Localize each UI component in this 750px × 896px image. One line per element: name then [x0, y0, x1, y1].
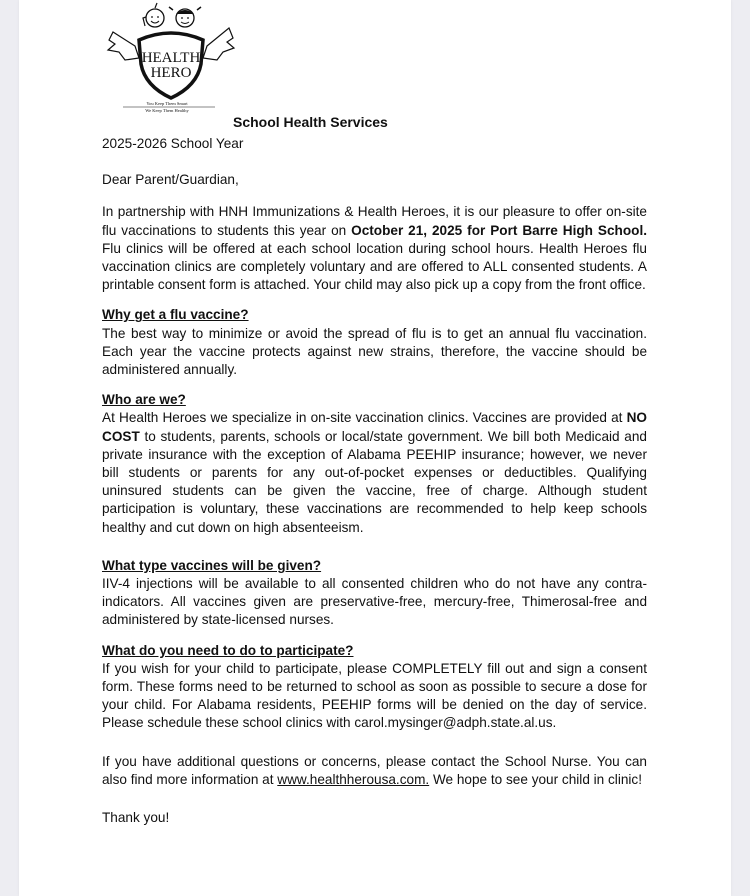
school-year: 2025-2026 School Year: [102, 136, 244, 151]
section-body-vaccines: IIV-4 injections will be available to all consented children who do not have any contra-indicators. All vaccines given are preservative-free, mercury-free, Thimerosal-free and administered by state-licensed nurses.: [102, 576, 647, 628]
intro-paragraph: [102, 203, 647, 294]
signoff: Thank you!: [102, 810, 170, 826]
closing-text-cont: We hope to see your child in clinic!: [429, 771, 642, 787]
letter-body: [102, 135, 647, 827]
no-cost-emphasis: NO COST: [102, 410, 647, 444]
closing-text: If you have additional questions or concerns, please contact the School Nurse. You can also find more information at: [102, 753, 647, 787]
clinic-date-location: October 21, 2025 for Port Barre High School.: [351, 222, 648, 238]
logo-tagline2: We Keep Them Healthy: [145, 108, 189, 113]
website-link[interactable]: www.healthherousa.com.: [277, 771, 430, 787]
logo-tagline1: You Keep Them Smart: [146, 101, 188, 106]
section-body-who: [102, 409, 647, 536]
section-title-vaccines: What type vaccines will be given?: [102, 557, 322, 573]
section-body-why: The best way to minimize or avoid the spread of flu is to get an annual flu vaccination. Each year the vaccine protects against new strains, therefore, the vaccine should be administered annually.: [102, 325, 647, 378]
health-hero-shield-icon: [105, 2, 237, 114]
greeting: Dear Parent/Guardian,: [102, 172, 239, 188]
page-title: School Health Services: [233, 114, 388, 130]
intro-text: In partnership with HNH Immunizations & Health Heroes, it is our pleasure to offer on-site flu vaccinations to students this year on: [102, 204, 647, 238]
intro-text-cont: Flu clinics will be offered at each school location during school hours. Health Heroes flu vaccination clinics are completely voluntary and are offered to ALL consented students. A printable consent form is attached. Your child may also pick up a copy from the front office.: [102, 240, 647, 293]
section-title-participate: What do you need to do to participate?: [102, 642, 354, 658]
who-text-cont: to students, parents, schools or local/state government. We bill both Medicaid and private insurance with the exception of Alabama PEEHIP insurance; however, we never bill students or parents for any out-of-pocket expenses or deductibles. Qualifying uninsured students can be given the vaccine, free of charge. Although student participation is voluntary, these vaccinations are recommended to help keep schools healthy and cut down on high absenteeism.: [102, 428, 647, 535]
logo-line1: HEALTH: [141, 50, 201, 66]
section-title-who: Who are we?: [102, 392, 186, 408]
closing-paragraph: [102, 753, 647, 789]
who-text: At Health Heroes we specialize in on-site vaccination clinics. Vaccines are provided at: [102, 410, 627, 426]
section-body-participate: If you wish for your child to participate, please COMPLETELY fill out and sign a consent form. These forms need to be returned to school as soon as possible to secure a dose for your child. For Alabama residents, PEEHIP forms will be denied on the day of service. Please schedule these school clinics with carol.mysinger@adph.state.al.us.: [102, 660, 647, 731]
section-title-why: Why get a flu vaccine?: [102, 307, 249, 323]
logo-line2: HERO: [150, 65, 192, 81]
health-hero-logo: [105, 2, 237, 114]
